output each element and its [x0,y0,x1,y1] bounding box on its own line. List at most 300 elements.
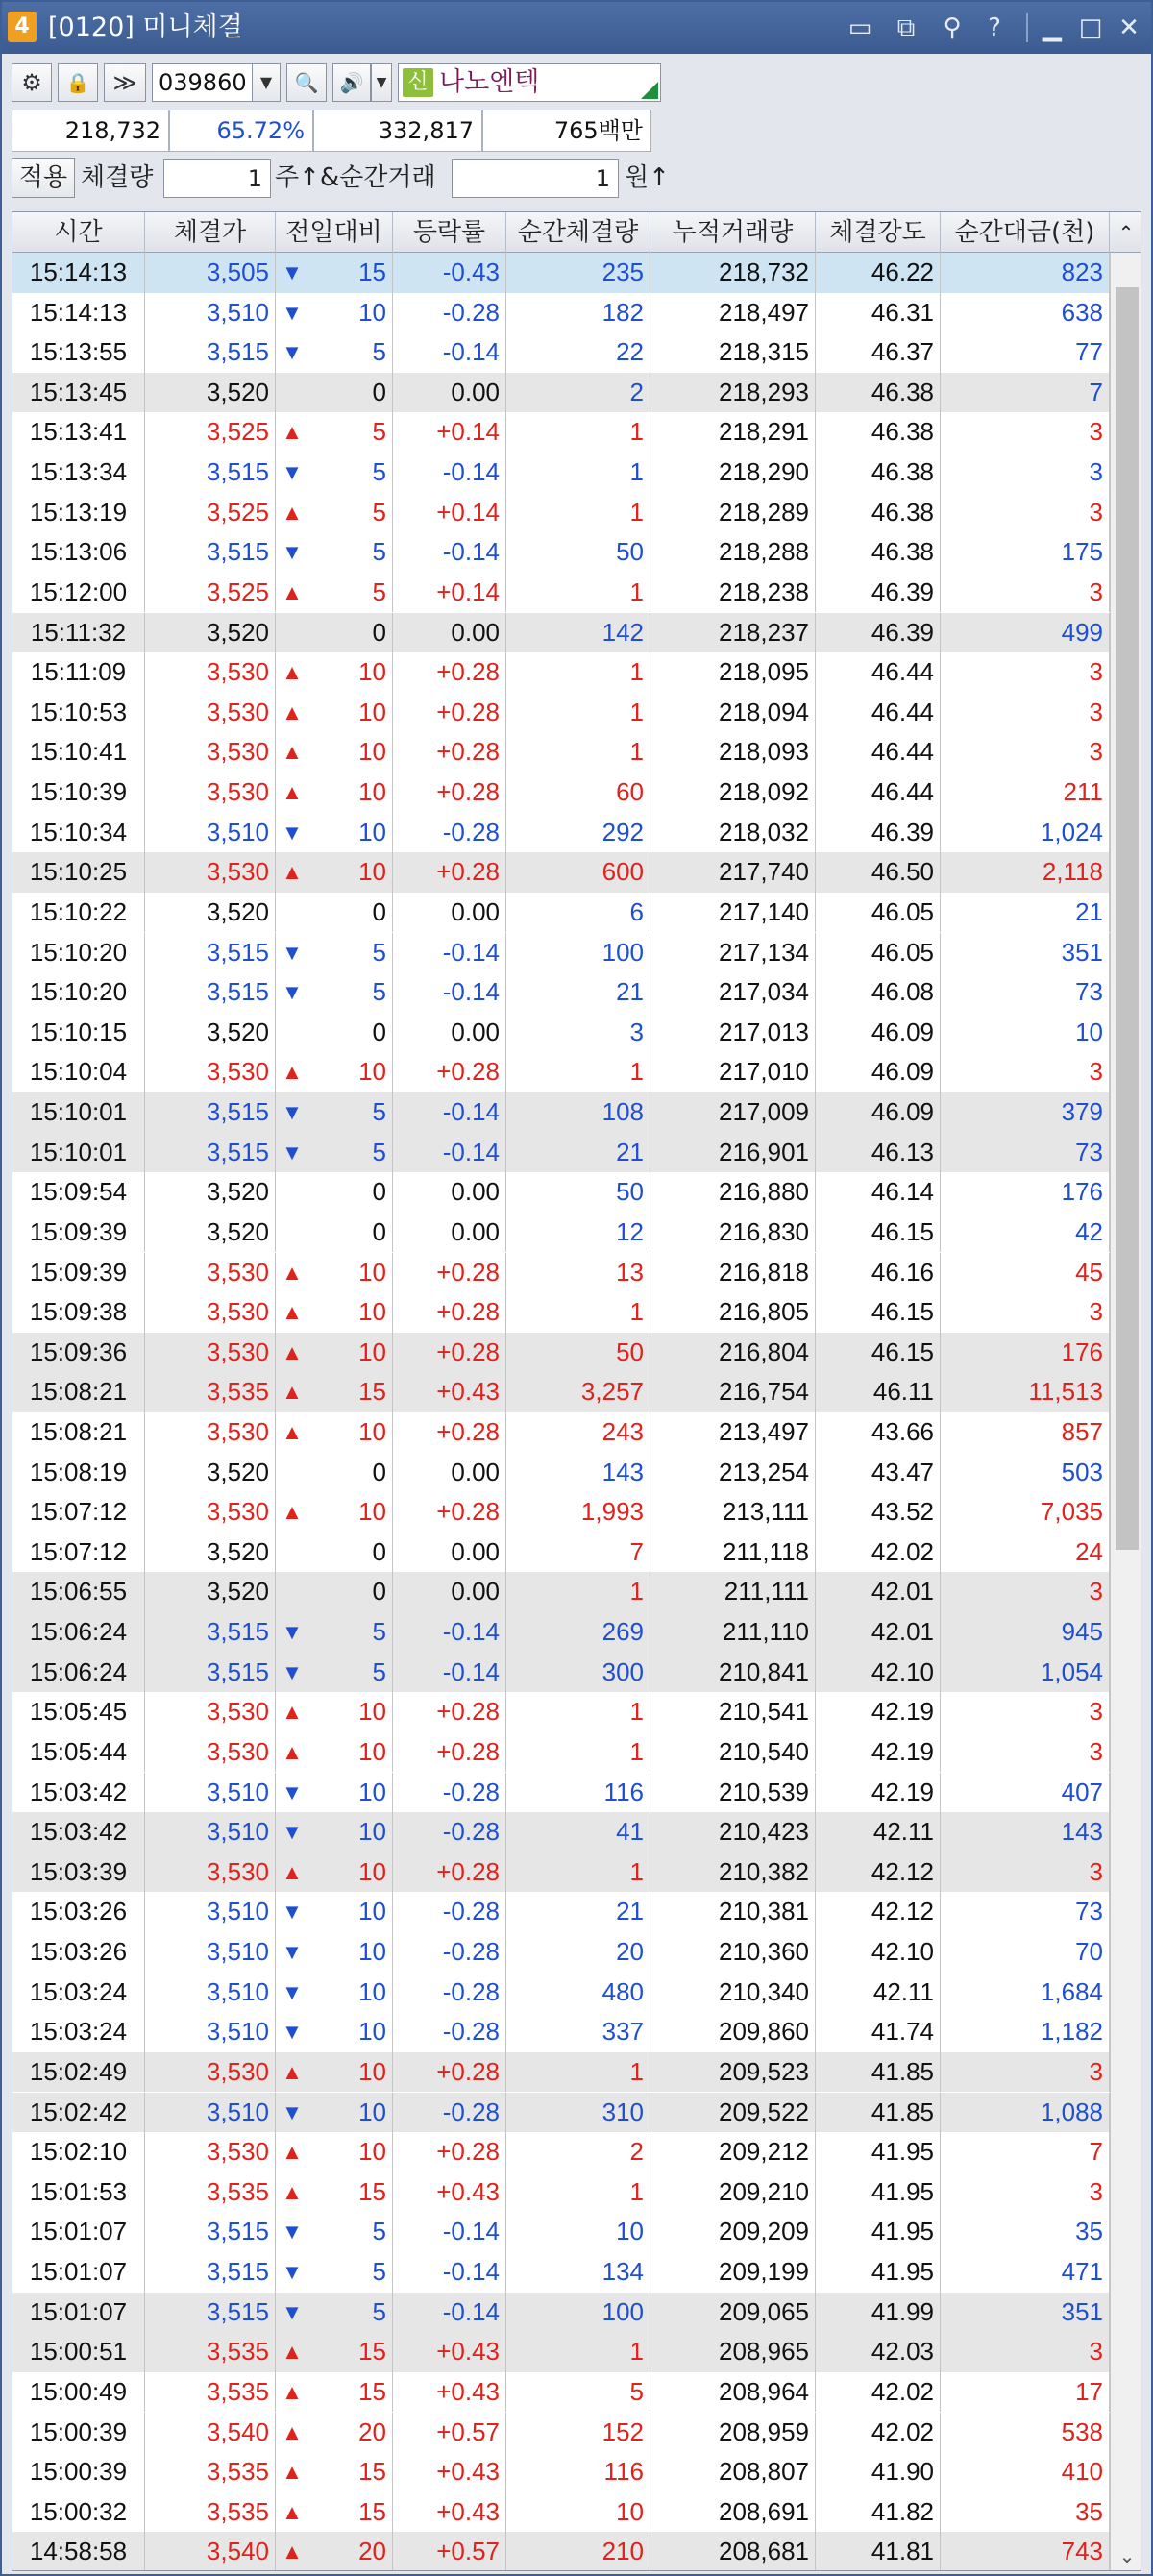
cell-price: 3,530 [145,1412,276,1453]
cell-instant-volume: 300 [506,1653,650,1693]
cell-rate: +0.43 [393,2172,506,2213]
link-icon[interactable]: ⚲ [943,13,962,42]
cell-cumulative-volume: 218,289 [650,493,816,533]
cell-cumulative-volume: 216,804 [650,1333,816,1373]
change-value: 20 [358,2537,386,2566]
cell-change [276,1013,393,1053]
table-row[interactable] [12,532,1110,573]
cell-instant-volume: 1 [506,2052,650,2093]
cell-time: 15:08:21 [12,1412,145,1453]
cell-price: 3,515 [145,2212,276,2252]
change-value: 10 [358,1856,386,1886]
cell-time: 15:06:55 [12,1572,145,1612]
screen-number-badge: 4 [8,12,37,42]
table-row[interactable] [12,2332,1110,2372]
cell-time: 15:06:24 [12,1653,145,1693]
table-row[interactable] [12,2093,1110,2133]
table-row[interactable] [12,1653,1110,1693]
table-row[interactable] [12,813,1110,853]
cell-strength: 41.74 [816,2012,941,2052]
cell-cumulative-volume: 209,210 [650,2172,816,2213]
down-triangle-icon: ▼ [282,2099,303,2124]
header-time[interactable]: 시간 [12,212,145,253]
cell-price: 3,530 [145,1052,276,1092]
change-value: 10 [358,1937,386,1967]
cell-rate: 0.00 [393,1013,506,1053]
change-value: 15 [358,2496,386,2526]
table-row[interactable] [12,1812,1110,1852]
cell-instant-amount: 3 [941,412,1110,453]
table-row[interactable] [12,1372,1110,1412]
apply-button[interactable]: 적용 [12,158,75,198]
cell-time: 15:10:25 [12,852,145,893]
cell-strength: 42.11 [816,1812,941,1852]
table-row[interactable] [12,1692,1110,1732]
scroll-down-icon[interactable]: ⌄ [1118,2544,1136,2567]
cell-time: 15:13:34 [12,453,145,493]
table-row[interactable] [12,933,1110,973]
cell-change [276,2413,393,2453]
cell-rate: 0.00 [393,1172,506,1213]
vertical-scrollbar[interactable] [1110,253,1141,2571]
cell-strength: 41.95 [816,2132,941,2172]
cell-strength: 43.52 [816,1492,941,1533]
cell-instant-amount: 3 [941,732,1110,773]
table-row[interactable] [12,1533,1110,1573]
cell-price: 3,535 [145,2172,276,2213]
change-value: 0 [372,1216,386,1246]
cell-instant-volume: 235 [506,253,650,293]
cell-strength: 42.02 [816,2413,941,2453]
table-row[interactable] [12,2372,1110,2413]
cell-price: 3,535 [145,2332,276,2372]
cell-price: 3,530 [145,1732,276,1773]
table-row[interactable] [12,1052,1110,1092]
cell-price: 3,525 [145,573,276,613]
cell-cumulative-volume: 209,522 [650,2093,816,2133]
change-value: 10 [358,657,386,687]
cell-strength: 46.44 [816,693,941,733]
cell-time: 15:09:36 [12,1333,145,1373]
table-row[interactable] [12,652,1110,693]
cell-strength: 46.11 [816,1372,941,1412]
cell-instant-volume: 1,993 [506,1492,650,1533]
change-value: 0 [372,1017,386,1046]
cell-change [276,933,393,973]
table-row[interactable] [12,1133,1110,1173]
volume-threshold-input[interactable]: 1 [163,159,271,198]
table-row[interactable] [12,2052,1110,2093]
change-value: 10 [358,2056,386,2086]
summary-bar [10,110,1147,152]
cell-instant-volume: 6 [506,893,650,933]
cell-strength: 41.99 [816,2293,941,2333]
cell-price: 3,540 [145,2413,276,2453]
cell-price: 3,530 [145,1852,276,1893]
header-price[interactable]: 체결가 [145,212,276,253]
cell-instant-amount: 2,118 [941,852,1110,893]
cell-price: 3,510 [145,293,276,333]
next-screen-icon[interactable]: ≫ [104,63,146,102]
change-value: 5 [372,937,386,967]
cell-instant-amount: 211 [941,773,1110,813]
cell-cumulative-volume: 216,830 [650,1213,816,1253]
table-row[interactable] [12,1013,1110,1053]
cell-cumulative-volume: 217,013 [650,1013,816,1053]
table-row[interactable] [12,1253,1110,1293]
cell-cumulative-volume: 211,118 [650,1533,816,1573]
table-row[interactable] [12,1892,1110,1932]
table-row[interactable] [12,2532,1110,2571]
cell-time: 15:10:41 [12,732,145,773]
cell-time: 15:09:38 [12,1292,145,1333]
cell-price: 3,520 [145,1533,276,1573]
cell-change [276,1492,393,1533]
up-triangle-icon: ▲ [282,1859,303,1884]
cell-change [276,2452,393,2492]
cell-cumulative-volume: 211,110 [650,1612,816,1653]
cell-cumulative-volume: 210,541 [650,1692,816,1732]
cell-rate: -0.28 [393,1932,506,1973]
table-row[interactable] [12,732,1110,773]
cell-time: 14:58:58 [12,2532,145,2571]
cell-cumulative-volume: 218,288 [650,532,816,573]
up-triangle-icon: ▲ [282,1739,303,1764]
stock-name-field[interactable] [398,63,661,102]
cell-time: 15:03:39 [12,1852,145,1893]
previous-volume: 332,817 [313,110,482,152]
cell-instant-volume: 2 [506,373,650,413]
table-row[interactable] [12,1572,1110,1612]
cell-cumulative-volume: 210,539 [650,1773,816,1813]
cell-change [276,1892,393,1932]
cell-rate: -0.14 [393,332,506,373]
change-value: 0 [372,1536,386,1566]
trade-amount: 765백만 [482,110,651,152]
chevron-down-icon[interactable]: ▼ [252,63,281,102]
cell-price: 3,515 [145,332,276,373]
cell-instant-amount: 3 [941,1292,1110,1333]
change-value: 10 [358,737,386,767]
cell-change [276,1692,393,1732]
table-row[interactable] [12,293,1110,333]
cell-instant-volume: 134 [506,2252,650,2293]
cell-instant-amount: 410 [941,2452,1110,2492]
sound-icon[interactable]: 🔊 [332,63,371,102]
cell-price: 3,510 [145,1773,276,1813]
table-row[interactable] [12,1773,1110,1813]
table-row[interactable] [12,493,1110,533]
cell-rate: +0.28 [393,1333,506,1373]
cell-price: 3,530 [145,1292,276,1333]
cell-instant-amount: 945 [941,1612,1110,1653]
copy-window-icon[interactable]: ⧉ [896,13,916,42]
header-cumulative-volume[interactable]: 누적거래량 [650,212,816,253]
cell-rate: -0.14 [393,1092,506,1133]
close-button[interactable]: ✕ [1118,13,1140,42]
cell-cumulative-volume: 218,237 [650,613,816,653]
cell-instant-volume: 1 [506,1572,650,1612]
cell-change [276,1773,393,1813]
cell-strength: 42.10 [816,1653,941,1693]
cell-strength: 46.50 [816,852,941,893]
table-row[interactable] [12,373,1110,413]
cell-instant-volume: 60 [506,773,650,813]
down-triangle-icon: ▼ [282,1100,303,1125]
cell-rate: +0.14 [393,493,506,533]
table-row[interactable] [12,2413,1110,2453]
cell-instant-amount: 3 [941,1692,1110,1732]
cell-price: 3,520 [145,1453,276,1493]
cell-price: 3,530 [145,852,276,893]
stock-name: 나노엔텍 [439,67,540,97]
table-row[interactable] [12,2452,1110,2492]
cell-instant-volume: 20 [506,1932,650,1973]
cell-cumulative-volume: 209,065 [650,2293,816,2333]
scroll-up-icon[interactable]: ⌃ [1117,221,1135,244]
cell-change [276,2492,393,2533]
cell-instant-volume: 142 [506,613,650,653]
table-row[interactable] [12,893,1110,933]
table-row[interactable] [12,2172,1110,2213]
table-row[interactable] [12,852,1110,893]
table-row[interactable] [12,573,1110,613]
cell-change [276,972,393,1013]
cell-change [276,2293,393,2333]
change-value: 5 [372,1617,386,1647]
cell-time: 15:08:21 [12,1372,145,1412]
cell-instant-amount: 42 [941,1213,1110,1253]
cell-instant-amount: 21 [941,893,1110,933]
down-triangle-icon: ▼ [282,540,303,565]
cell-instant-amount: 17 [941,2372,1110,2413]
cell-rate: 0.00 [393,1453,506,1493]
table-row[interactable] [12,453,1110,493]
table-row[interactable] [12,972,1110,1013]
lock-icon[interactable]: 🔒 [58,63,98,102]
table-row[interactable] [12,1453,1110,1493]
up-triangle-icon: ▲ [282,579,303,604]
table-row[interactable] [12,2132,1110,2172]
cell-time: 15:10:01 [12,1133,145,1173]
cell-instant-amount: 176 [941,1172,1110,1213]
cell-change [276,412,393,453]
cell-rate: +0.28 [393,773,506,813]
change-value: 0 [372,1457,386,1486]
table-row[interactable] [12,1213,1110,1253]
cell-instant-volume: 1 [506,1732,650,1773]
cell-strength: 46.38 [816,453,941,493]
cell-price: 3,515 [145,972,276,1013]
maximize-button[interactable]: □ [1078,13,1103,42]
cell-cumulative-volume: 213,254 [650,1453,816,1493]
title-separator [1026,13,1028,42]
change-value: 0 [372,1177,386,1207]
table-row[interactable] [12,1412,1110,1453]
cell-instant-amount: 407 [941,1773,1110,1813]
cell-strength: 46.38 [816,412,941,453]
cell-change [276,1612,393,1653]
cell-instant-volume: 1 [506,693,650,733]
cell-time: 15:05:45 [12,1692,145,1732]
corner-triangle-icon [641,82,658,99]
cell-rate: -0.28 [393,2012,506,2052]
cell-cumulative-volume: 218,293 [650,373,816,413]
cell-cumulative-volume: 208,965 [650,2332,816,2372]
table-row[interactable] [12,693,1110,733]
table-row[interactable] [12,613,1110,653]
cell-change [276,1292,393,1333]
table-row[interactable] [12,1612,1110,1653]
cell-instant-volume: 10 [506,2492,650,2533]
cell-price: 3,530 [145,732,276,773]
table-row[interactable] [12,1292,1110,1333]
title-bar[interactable] [2,2,1151,54]
cell-price: 3,515 [145,2293,276,2333]
cell-instant-amount: 1,684 [941,1973,1110,2013]
change-value: 15 [358,2176,386,2206]
change-value: 5 [372,457,386,487]
table-row[interactable] [12,1172,1110,1213]
cell-instant-amount: 7,035 [941,1492,1110,1533]
cell-time: 15:10:15 [12,1013,145,1053]
cell-strength: 46.31 [816,293,941,333]
cell-strength: 46.44 [816,773,941,813]
cell-instant-amount: 70 [941,1932,1110,1973]
table-row[interactable] [12,332,1110,373]
cell-change [276,2372,393,2413]
cell-instant-amount: 538 [941,2413,1110,2453]
change-value: 0 [372,377,386,406]
table-row[interactable] [12,1333,1110,1373]
table-row[interactable] [12,2252,1110,2293]
table-row[interactable] [12,2293,1110,2333]
cell-instant-amount: 73 [941,1892,1110,1932]
table-header [12,212,1141,253]
header-instant-amount[interactable]: 순간대금(천) [941,212,1110,253]
table-row[interactable] [12,1732,1110,1773]
change-value: 5 [372,1097,386,1127]
amount-threshold-input[interactable]: 1 [452,159,619,198]
cell-strength: 46.39 [816,813,941,853]
header-strength[interactable]: 체결강도 [816,212,941,253]
cell-instant-volume: 50 [506,1172,650,1213]
cell-price: 3,520 [145,373,276,413]
change-value: 5 [372,2257,386,2287]
cell-instant-volume: 480 [506,1973,650,2013]
cell-cumulative-volume: 217,140 [650,893,816,933]
cell-cumulative-volume: 208,807 [650,2452,816,2492]
cell-rate: -0.14 [393,972,506,1013]
cell-price: 3,535 [145,2372,276,2413]
stock-code-input[interactable]: 039860 [152,63,271,102]
cell-rate: -0.28 [393,2093,506,2133]
cell-instant-volume: 1 [506,1852,650,1893]
cell-strength: 46.15 [816,1213,941,1253]
header-rate[interactable]: 등락률 [393,212,506,253]
cell-strength: 46.38 [816,532,941,573]
cell-strength: 42.01 [816,1612,941,1653]
cell-change [276,1533,393,1573]
table-row[interactable] [12,2212,1110,2252]
cell-instant-volume: 1 [506,2172,650,2213]
table-row[interactable] [12,1092,1110,1133]
table-row[interactable] [12,1492,1110,1533]
minimize-button[interactable]: ▁ [1043,13,1062,42]
cell-instant-volume: 1 [506,453,650,493]
cell-price: 3,515 [145,1612,276,1653]
cell-cumulative-volume: 213,497 [650,1412,816,1453]
down-triangle-icon: ▼ [282,1620,303,1645]
table-row[interactable] [12,2492,1110,2533]
cell-time: 15:00:32 [12,2492,145,2533]
cell-change [276,332,393,373]
cell-price: 3,510 [145,2012,276,2052]
filter-bar [10,158,1147,200]
scrollbar-thumb[interactable] [1116,287,1139,1550]
cell-strength: 41.82 [816,2492,941,2533]
up-triangle-icon: ▲ [282,2340,303,2365]
cell-strength: 41.81 [816,2532,941,2571]
window-title: [0120] 미니체결 [48,12,243,42]
volume-label: 체결량 [81,163,154,192]
cell-price: 3,530 [145,1333,276,1373]
cell-change [276,1852,393,1893]
table-row[interactable] [12,1932,1110,1973]
cell-time: 15:06:24 [12,1612,145,1653]
cell-rate: 0.00 [393,373,506,413]
down-triangle-icon: ▼ [282,260,303,284]
cell-time: 15:13:45 [12,373,145,413]
header-change[interactable]: 전일대비 [276,212,393,253]
cell-rate: +0.57 [393,2413,506,2453]
cell-change [276,493,393,533]
cell-instant-amount: 35 [941,2212,1110,2252]
cell-time: 15:02:10 [12,2132,145,2172]
cell-time: 15:14:13 [12,253,145,293]
cell-cumulative-volume: 218,092 [650,773,816,813]
table-row[interactable] [12,773,1110,813]
cell-instant-volume: 21 [506,972,650,1013]
cell-strength: 42.02 [816,1533,941,1573]
settings-gear-icon[interactable]: ⚙ [12,63,52,102]
restore-layout-icon[interactable]: ▭ [847,13,872,42]
cell-cumulative-volume: 216,754 [650,1372,816,1412]
table-row[interactable] [12,2012,1110,2052]
cell-instant-amount: 1,054 [941,1653,1110,1693]
sound-dropdown-icon[interactable]: ▼ [371,63,392,102]
search-icon[interactable]: 🔍 [286,63,327,102]
table-row[interactable] [12,1973,1110,2013]
cell-time: 15:10:22 [12,893,145,933]
table-row[interactable] [12,253,1110,293]
table-row[interactable] [12,412,1110,453]
cell-strength: 42.19 [816,1773,941,1813]
cell-time: 15:10:20 [12,933,145,973]
cell-change [276,453,393,493]
cell-instant-volume: 100 [506,2293,650,2333]
table-row[interactable] [12,1852,1110,1893]
cell-instant-volume: 2 [506,2132,650,2172]
help-icon[interactable]: ? [988,13,1001,42]
cell-instant-amount: 3 [941,693,1110,733]
cell-change [276,2132,393,2172]
header-instant-volume[interactable]: 순간체결량 [506,212,650,253]
cell-rate: +0.28 [393,2132,506,2172]
cell-change [276,1052,393,1092]
change-value: 10 [358,2017,386,2047]
trade-table[interactable] [12,211,1141,2571]
